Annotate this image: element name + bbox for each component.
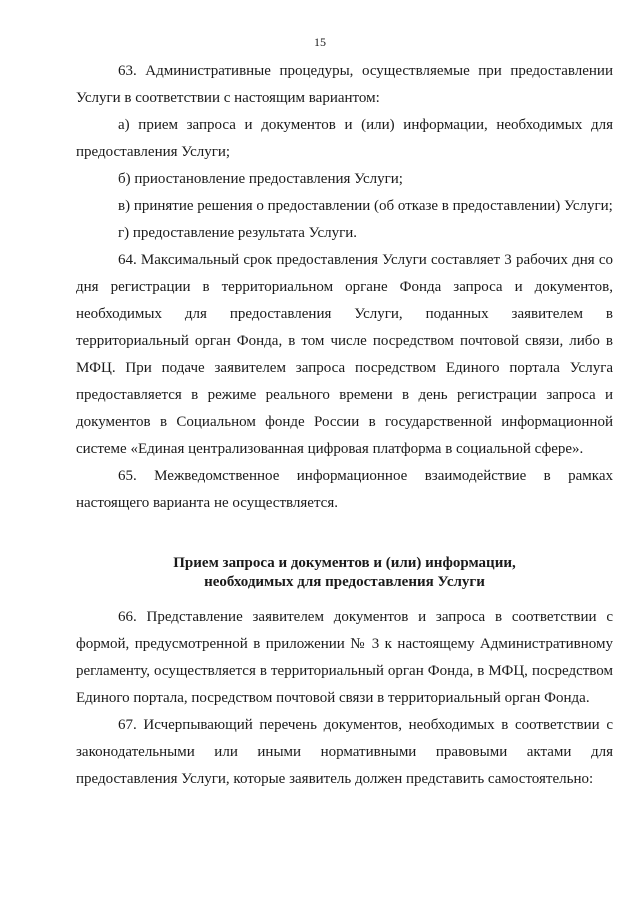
list-item-b: б) приостановление предоставления Услуги;: [118, 171, 403, 187]
paragraph-66: 66. Представление заявителем документов и запроса в соответствии с формой, предусмотренной в приложении № 3 к настоящему Административному регламенту, осуществляется в территориальный орган Фонда, в МФЦ, посредством Единого портала, посредством почтовой связи в территориальный орган Фонда.: [76, 609, 613, 706]
section-heading-line-1: Прием запроса и документов и (или) информации,: [173, 555, 516, 571]
paragraph-67: 67. Исчерпывающий перечень документов, необходимых в соответствии с законодательными или иными нормативными правовыми актами для предоставления Услуги, которые заявитель должен представить самостоятельно:: [76, 717, 613, 787]
paragraph-63: 63. Административные процедуры, осуществляемые при предоставлении Услуги в соответствии с настоящим вариантом:: [76, 63, 613, 106]
page-number: 15: [314, 35, 326, 49]
list-item-v: в) принятие решения о предоставлении (об отказе в предоставлении) Услуги;: [118, 198, 613, 214]
list-item-g: г) предоставление результата Услуги.: [118, 225, 358, 241]
section-heading-line-2: необходимых для предоставления Услуги: [204, 574, 485, 590]
paragraph-64: 64. Максимальный срок предоставления Услуги составляет 3 рабочих дня со дня регистрации в территориальном органе Фонда запроса и документов, необходимых для предоставления Услуги, поданных заявителем в территориальный орган Фонда, в том числе посредством почтовой связи, либо в МФЦ. При подаче заявителем запроса посредством Единого портала Услуга предоставляется в режиме реального времени в день регистрации запроса и документов в Социальном фонде России в государственной информационной системе «Единая централизованная цифровая платформа в социальной сфере».: [76, 252, 613, 457]
document-body: [76, 58, 613, 793]
list-item-a: а) прием запроса и документов и (или) информации, необходимых для предоставления Услуги;: [76, 117, 613, 160]
section-heading: [76, 554, 613, 592]
paragraph-65: 65. Межведомственное информационное взаимодействие в рамках настоящего варианта не осуществляется.: [76, 468, 613, 511]
